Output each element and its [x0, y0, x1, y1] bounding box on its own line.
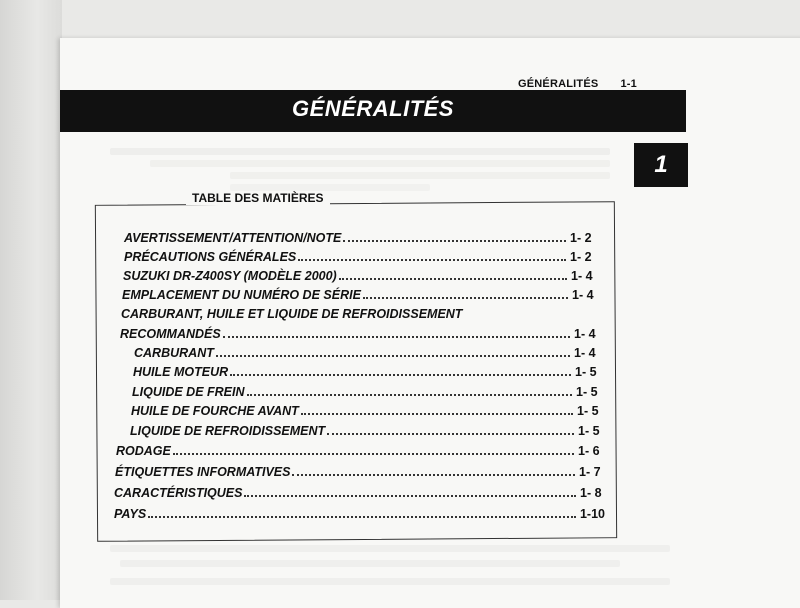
- toc-entry-label: CARACTÉRISTIQUES: [114, 486, 243, 500]
- leader-dots: [363, 288, 568, 299]
- toc-entry-page: 1- 5: [575, 365, 597, 379]
- toc-entry: [131, 404, 601, 418]
- toc-entry-page: 1- 7: [579, 465, 601, 479]
- leader-dots: [339, 269, 567, 280]
- running-header: [518, 78, 637, 90]
- toc-entry-label: PRÉCAUTIONS GÉNÉRALES: [124, 250, 297, 264]
- toc-entry: [116, 444, 602, 458]
- toc-entry: [114, 507, 605, 521]
- leader-dots: [327, 424, 574, 435]
- toc-entry-label: RODAGE: [116, 444, 171, 458]
- leader-dots: [298, 250, 566, 261]
- leader-dots: [343, 231, 566, 242]
- toc-entry: [122, 288, 596, 302]
- toc-entry-label: HUILE DE FOURCHE AVANT: [131, 404, 299, 418]
- toc-entry: [132, 385, 600, 399]
- toc-entry-page: 1- 2: [570, 250, 592, 264]
- leader-dots: [216, 346, 570, 357]
- chapter-tab: 1: [634, 143, 688, 187]
- leader-dots: [148, 507, 576, 518]
- toc-entry: [124, 231, 594, 245]
- toc-entry-label: AVERTISSEMENT/ATTENTION/NOTE: [124, 231, 342, 245]
- toc-entry-page: 1- 6: [578, 444, 600, 458]
- chapter-title-bar: [60, 90, 686, 132]
- toc-entry-label: PAYS: [114, 507, 147, 521]
- leader-dots: [301, 404, 573, 415]
- toc-entry: [123, 269, 595, 283]
- show-through-text: [150, 160, 610, 167]
- toc-entry-label: SUZUKI DR-Z400SY (MODÈLE 2000): [123, 269, 337, 283]
- toc-entry-label: CARBURANT, HUILE ET LIQUIDE DE REFROIDISSEMENT: [121, 307, 463, 321]
- toc-entry-page: 1-10: [579, 507, 605, 521]
- leader-dots: [244, 486, 576, 497]
- toc-entry: [133, 365, 599, 379]
- leader-dots: [292, 465, 575, 476]
- toc-entry: [114, 486, 604, 500]
- toc-entry-page: 1- 4: [574, 327, 596, 341]
- toc-entry-page: 1- 8: [580, 486, 602, 500]
- toc-entry-page: 1- 4: [574, 346, 596, 360]
- toc-entry-label: LIQUIDE DE REFROIDISSEMENT: [130, 424, 326, 438]
- chapter-title: GÉNÉRALITÉS: [292, 96, 454, 121]
- show-through-text: [110, 578, 670, 585]
- toc-heading: TABLE DES MATIÈRES: [186, 191, 330, 205]
- leader-dots: [247, 385, 572, 396]
- toc-entry-page: 1- 2: [570, 231, 592, 245]
- running-title: GÉNÉRALITÉS: [518, 78, 599, 90]
- toc-entry-page: 1- 4: [572, 288, 594, 302]
- facing-page-edge: [0, 0, 62, 600]
- toc-entry: [115, 465, 603, 479]
- show-through-text: [120, 560, 620, 567]
- toc-entry: [124, 250, 594, 264]
- toc-entry: [120, 327, 598, 341]
- toc-entry-label: CARBURANT: [134, 346, 214, 360]
- leader-dots: [223, 327, 570, 338]
- toc-entry-page: 1- 5: [578, 424, 600, 438]
- toc-entry-label: LIQUIDE DE FREIN: [132, 385, 245, 399]
- show-through-text: [110, 545, 670, 552]
- toc-entry-label: RECOMMANDÉS: [120, 327, 221, 341]
- show-through-text: [230, 184, 430, 191]
- toc-entry-page: 1- 5: [577, 404, 599, 418]
- leader-dots: [173, 444, 574, 455]
- toc-entry-page: 1- 5: [576, 385, 598, 399]
- toc-entry-label: ÉTIQUETTES INFORMATIVES: [115, 465, 291, 479]
- toc-entry: [130, 424, 602, 438]
- toc-entry: [134, 346, 598, 360]
- leader-dots: [230, 365, 571, 376]
- toc-entry-page: 1- 4: [571, 269, 593, 283]
- show-through-text: [230, 172, 610, 179]
- toc-entry-label: HUILE MOTEUR: [133, 365, 229, 379]
- toc-entry: [121, 307, 597, 321]
- show-through-text: [110, 148, 610, 155]
- page-number: 1-1: [620, 78, 637, 90]
- toc-entry-label: EMPLACEMENT DU NUMÉRO DE SÉRIE: [122, 288, 361, 302]
